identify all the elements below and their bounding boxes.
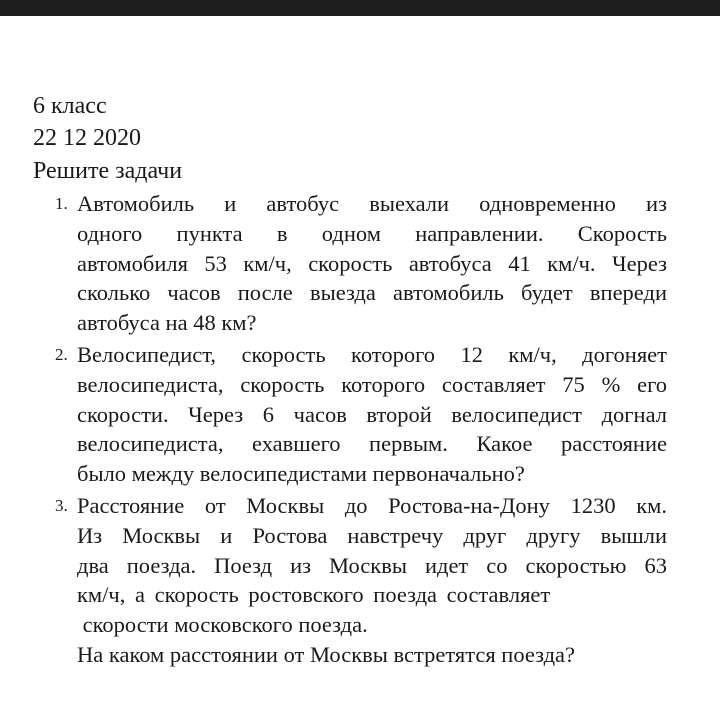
problem-line: велосипедиста, ехавшего первым. Какое расстояние <box>77 431 667 457</box>
problem-text <box>77 340 667 489</box>
task-heading: Решите задачи <box>33 158 183 184</box>
problem-line: км/ч, а скорость ростовского поезда составляет <box>77 582 551 608</box>
problem-2 <box>55 340 667 492</box>
problem-number: 2. <box>55 345 68 364</box>
problem-line: Из Москвы и Ростова навстречу друг другу вышли <box>77 522 667 548</box>
problem-line: автобуса на 48 км? <box>77 310 257 336</box>
problem-text <box>77 189 667 338</box>
problem-line: скорости московского поезда. <box>77 612 368 638</box>
problem-1 <box>55 189 667 341</box>
date-label: 22 12 2020 <box>33 125 141 151</box>
problem-number: 1. <box>55 194 68 213</box>
grade-label: 6 класс <box>33 93 107 119</box>
problem-line: На каком расстоянии от Москвы встретятся поезда? <box>77 641 576 667</box>
problem-number: 3. <box>55 496 68 515</box>
problem-line: сколько часов после выезда автомобиль будет впереди <box>77 280 667 306</box>
problem-line: скорости. Через 6 часов второй велосипедист догнал <box>77 401 667 427</box>
problem-line: два поезда. Поезд из Москвы идет со скоростью 63 <box>77 552 667 578</box>
problem-line: велосипедиста, скорость которого составляет 75 % его <box>77 371 667 397</box>
problem-line: Велосипедист, скорость которого 12 км/ч, догоняет <box>77 342 667 367</box>
problem-line: Расстояние от Москвы до Ростова-на-Дону 1230 км. <box>77 493 667 518</box>
problem-text <box>77 491 667 670</box>
problem-line: Автомобиль и автобус выехали одновременно из <box>77 191 667 216</box>
problem-line: одного пункта в одном направлении. Скорость <box>77 220 667 246</box>
problem-line: автомобиля 53 км/ч, скорость автобуса 41 км/ч. Через <box>77 250 667 276</box>
problem-line: было между велосипедистами первоначально? <box>77 461 525 487</box>
problem-3 <box>55 491 667 681</box>
